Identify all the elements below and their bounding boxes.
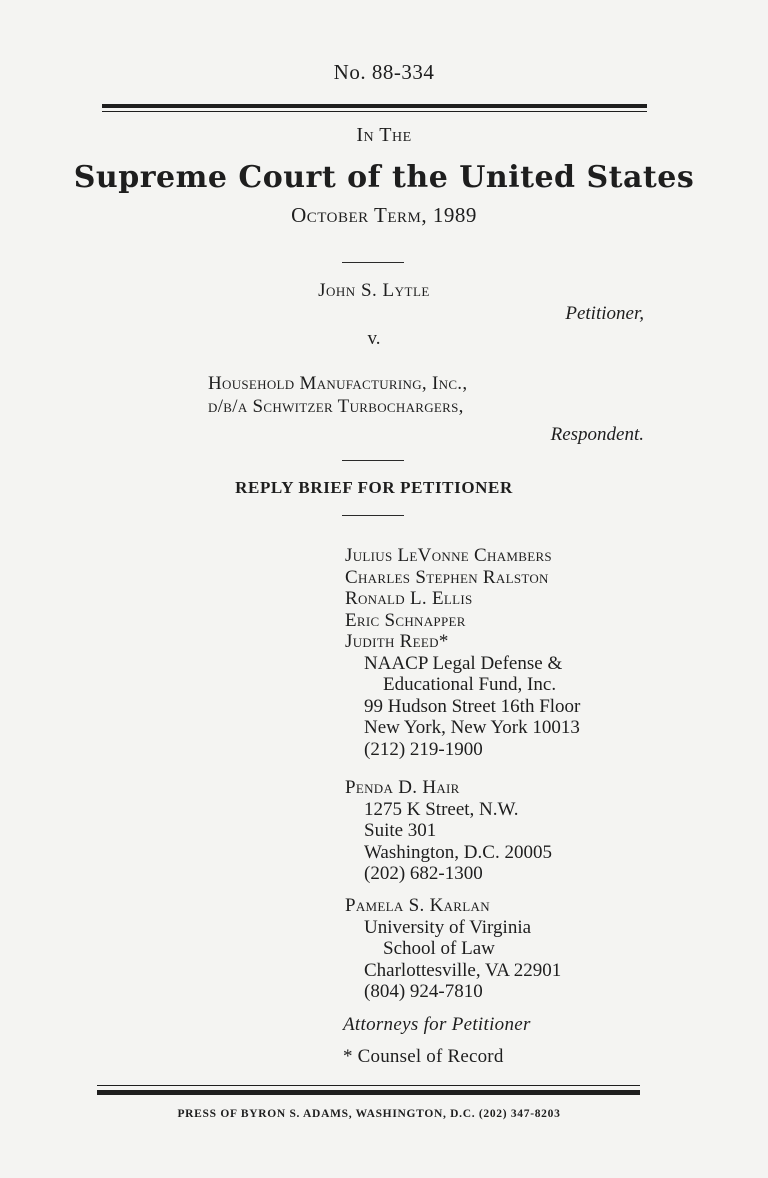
- in-the-heading: In The: [356, 124, 412, 146]
- attorney-name: Charles Stephen Ralston: [345, 566, 549, 588]
- case-number: No. 88-334: [333, 60, 435, 84]
- address-line: New York, New York 10013: [364, 717, 580, 738]
- court-name: Supreme Court of the United States: [73, 160, 695, 195]
- respondent-name: Household Manufacturing, Inc.,: [208, 373, 468, 394]
- address-line: 99 Hudson Street 16th Floor: [364, 695, 581, 717]
- organization-line: University of Virginia: [364, 916, 532, 938]
- attorneys-for-label: Attorneys for Petitioner: [343, 1014, 531, 1035]
- attorney-name: Penda D. Hair: [345, 777, 460, 798]
- phone-number: (212) 219-1900: [364, 738, 483, 760]
- organization-line: NAACP Legal Defense &: [364, 652, 563, 674]
- top-thick-rule: [102, 104, 647, 108]
- versus: v.: [367, 328, 381, 349]
- respondent-role: Respondent.: [550, 424, 644, 445]
- petitioner-name: John S. Lytle: [318, 280, 430, 301]
- phone-number: (804) 924-7810: [364, 981, 483, 1002]
- caption-divider-bottom: [342, 515, 404, 516]
- counsel-group-ldf: [345, 545, 580, 760]
- address-line: Charlottesville, VA 22901: [364, 959, 562, 981]
- caption-divider-top: [342, 262, 404, 263]
- attorney-name: Julius LeVonne Chambers: [345, 545, 552, 566]
- caption-divider-middle: [342, 460, 404, 461]
- counsel-of-record-note: * Counsel of Record: [343, 1046, 504, 1067]
- attorney-name: Ronald L. Ellis: [345, 588, 473, 609]
- attorney-name: Pamela S. Karlan: [345, 895, 490, 916]
- counsel-group-hair: [345, 777, 552, 885]
- petitioner-role: Petitioner,: [565, 303, 644, 324]
- phone-number: (202) 682-1300: [364, 863, 483, 884]
- counsel-group-karlan: [345, 895, 561, 1003]
- attorney-name: Eric Schnapper: [345, 609, 466, 631]
- bottom-thin-rule: [97, 1085, 640, 1086]
- organization-line: School of Law: [383, 938, 495, 959]
- attorney-name: Judith Reed*: [345, 631, 449, 652]
- top-thin-rule: [102, 111, 647, 112]
- bottom-thick-rule: [97, 1090, 640, 1095]
- printer-imprint: PRESS OF BYRON S. ADAMS, WASHINGTON, D.C. (202) 347-8203: [177, 1108, 561, 1120]
- address-line: Suite 301: [364, 820, 437, 841]
- court-term: October Term, 1989: [291, 203, 477, 227]
- respondent-dba: d/b/a Schwitzer Turbochargers,: [208, 396, 464, 417]
- organization-line: Educational Fund, Inc.: [383, 674, 557, 695]
- address-line: 1275 K Street, N.W.: [364, 798, 519, 820]
- brief-title: REPLY BRIEF FOR PETITIONER: [235, 478, 513, 497]
- address-line: Washington, D.C. 20005: [364, 841, 552, 863]
